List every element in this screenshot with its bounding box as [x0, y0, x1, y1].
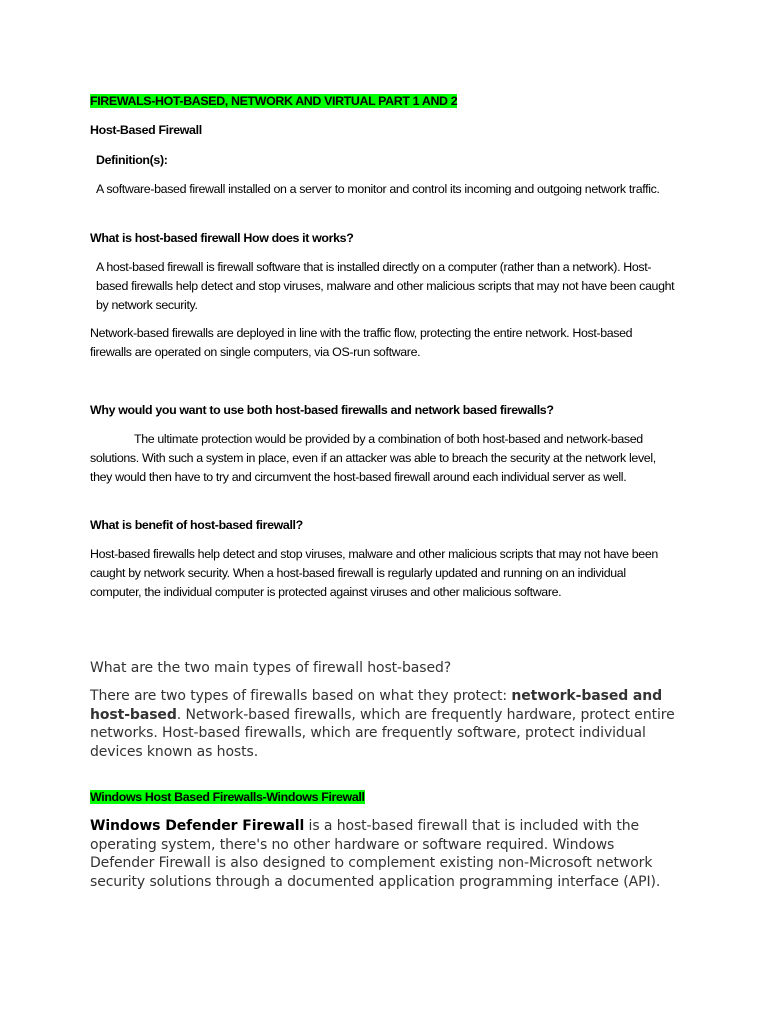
title-highlight: FIREWALS-HOT-BASED, NETWORK AND VIRTUAL PART 1 AND 2 — [90, 94, 458, 108]
windows-heading-highlight: Windows Host Based Firewalls-Windows Firewall — [90, 790, 365, 804]
answer-two-types — [90, 687, 675, 761]
answer-network-vs-host: Network-based firewalls are deployed in line with the traffic flow, protecting the entire network. Host-based firewalls are operated on single computers, via OS-run software. — [90, 326, 633, 359]
section-heading-host-based-firewall: Host-Based Firewall — [90, 123, 202, 137]
answer-two-types-bold: network-based and host-based — [90, 688, 663, 723]
question-benefit: What is benefit of host-based firewall? — [90, 518, 303, 532]
answer-two-types-rest: . Network-based firewalls, which are frequently hardware, protect entire networks. Host-based firewalls, which are frequently software, protect individual devices known as hosts. — [90, 706, 675, 760]
question-how-it-works: What is host-based firewall How does it works? — [90, 231, 354, 245]
answer-two-types-lead: There are two types of firewalls based on what they protect: — [90, 688, 512, 704]
section-heading-windows-firewall — [90, 788, 675, 807]
question-two-types: What are the two main types of firewall host-based? — [90, 660, 452, 676]
answer-why-both: The ultimate protection would be provided by a combination of both host-based and network-based solutions. With such a system in place, even if an attacker was able to breach the security at the network level, they would then have to try and circumvent the host-based firewall around each individual server as well. — [90, 432, 656, 484]
definition-text: A software-based firewall installed on a server to monitor and control its incoming and outgoing network traffic. — [96, 182, 660, 196]
definition-label: Definition(s): — [96, 153, 168, 167]
question-why-both: Why would you want to use both host-based firewalls and network based firewalls? — [90, 403, 554, 417]
document-title — [90, 92, 675, 111]
windows-firewall-rest: is a host-based firewall that is included with the operating system, there's no other hardware or software required. Windows Defender Firewall is also designed to complement existing non-Microsoft network security solutions through a documented application programming interface (API). — [90, 818, 661, 890]
answer-how-it-works: A host-based firewall is firewall software that is installed directly on a computer (rather than a network). Host-based firewalls help detect and stop viruses, malware and other malicious scripts that may not have been caught by network security. — [96, 260, 675, 312]
answer-benefit: Host-based firewalls help detect and stop viruses, malware and other malicious scripts that may not have been caught by network security. When a host-based firewall is regularly updated and running on an individual computer, the individual computer is protected against viruses and other malicious software. — [90, 547, 658, 599]
windows-firewall-text — [90, 817, 675, 891]
windows-firewall-bold: Windows Defender Firewall — [90, 818, 305, 834]
